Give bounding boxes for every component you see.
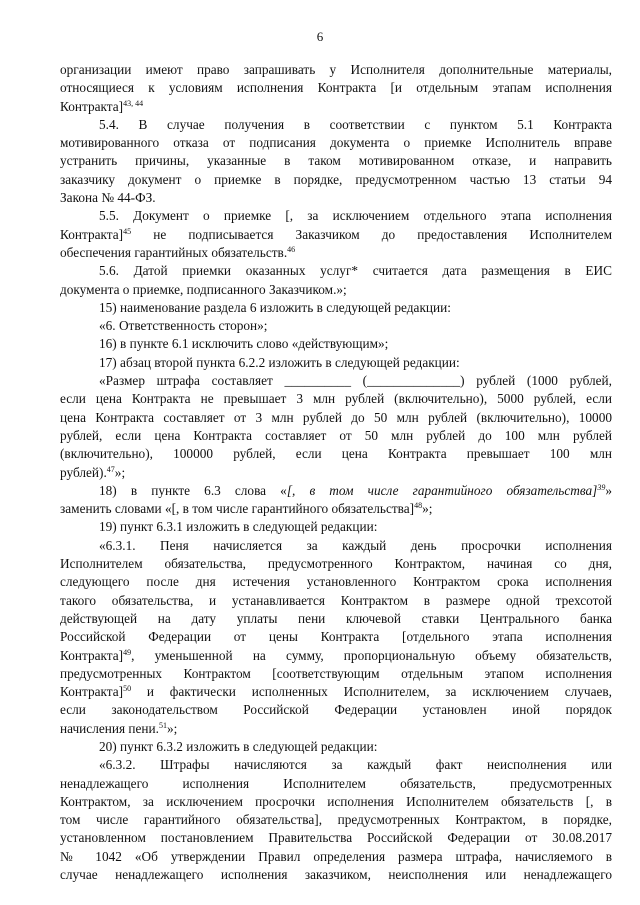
text-line: [60, 628, 612, 646]
footnote-ref: 39: [597, 482, 606, 492]
text-line: [60, 683, 612, 701]
text-segment: заменить словами «[, в том числе гарантийного обязательства]: [60, 501, 415, 517]
footnote-ref: 50: [123, 684, 132, 694]
text-segment: 5.4. В случае получения в соответствии с пунктом 5.1 Контракта: [99, 116, 612, 132]
text-segment: цена Контракта составляет от 3 млн рублей до 50 млн рублей (включительно), 10000: [60, 409, 612, 425]
text-line: [60, 537, 612, 555]
text-line: [60, 647, 612, 665]
text-line: [60, 409, 612, 427]
text-segment: Контракта]: [60, 98, 124, 114]
text-segment: Исполнителем обязательства, предусмотренного Контрактом, начиная со дня,: [60, 556, 612, 572]
text-line: [60, 152, 612, 170]
text-line: [60, 317, 612, 335]
text-segment: и фактически исполненных Исполнителем, за исключением случаев,: [131, 684, 612, 700]
text-line: [60, 262, 612, 280]
text-segment: такого обязательства, и устанавливается Контрактом в размере одной трехсотой: [60, 592, 612, 608]
text-line: [60, 464, 612, 482]
text-segment: мотивированного отказа от подписания документа о приемке Исполнитель вправе: [60, 135, 612, 151]
text-segment: 19) пункт 6.3.1 изложить в следующей редакции:: [99, 519, 378, 535]
text-line: [60, 98, 612, 116]
text-line: [60, 500, 612, 518]
text-segment: , уменьшенной на сумму, пропорциональную объему обязательств,: [131, 647, 612, 663]
text-line: [60, 427, 612, 445]
footnote-ref: 47: [106, 464, 115, 474]
text-segment: устранить причины, указанные в таком мотивированном отказе, и направить: [60, 153, 612, 169]
text-line: [60, 281, 612, 299]
text-line: [60, 701, 612, 719]
text-segment: »: [605, 482, 613, 498]
text-segment: № 1042 «Об утверждении Правил определения размера штрафа, начисляемого в: [60, 848, 612, 864]
text-line: [60, 134, 612, 152]
footnote-ref: 45: [123, 226, 132, 236]
text-line: [60, 756, 612, 774]
blank-field: ______________: [367, 373, 461, 389]
text-segment: «6.3.2. Штрафы начисляются за каждый факт неисполнения или: [99, 757, 612, 773]
text-line: [60, 665, 612, 683]
text-line: [60, 354, 612, 372]
text-line: [60, 207, 612, 225]
text-line: [60, 445, 612, 463]
text-segment: Контракта]: [60, 684, 124, 700]
text-line: [60, 299, 612, 317]
text-line: [60, 738, 612, 756]
text-segment: (включительно), 100000 рублей, если цена Контракта превышает 100 млн: [60, 446, 612, 462]
page-number: 6: [316, 29, 324, 44]
footnote-ref: 48: [414, 501, 423, 511]
text-segment: »;: [422, 501, 433, 517]
text-segment: рублей).: [60, 464, 107, 480]
text-line: [60, 775, 612, 793]
text-segment: случае ненадлежащего исполнения заказчиком, неисполнения или ненадлежащего: [60, 867, 612, 883]
text-segment: если цена Контракта не превышает 3 млн рублей (включительно), 5000 рублей, если: [60, 391, 612, 407]
text-line: [60, 848, 612, 866]
document-body: [60, 61, 612, 884]
text-segment: предусмотренных Контрактом [соответствующим отдельным этапом исполнения: [60, 665, 612, 681]
text-line: [60, 244, 612, 262]
text-segment: рублей, если цена Контракта составляет от 50 млн рублей до 100 млн рублей: [60, 427, 612, 443]
text-segment: 16) в пункте 6.1 исключить слово «действующим»;: [99, 336, 389, 352]
text-segment: Контракта]: [60, 647, 124, 663]
text-line: [60, 116, 612, 134]
text-segment: «6. Ответственность сторон»;: [99, 318, 268, 334]
footnote-ref: 43, 44: [123, 98, 144, 108]
text-segment: »;: [166, 720, 178, 736]
text-line: [60, 79, 612, 97]
text-segment: не подписывается Заказчиком до предоставления Исполнителем: [131, 226, 612, 242]
text-segment: обеспечения гарантийных обязательств.: [60, 244, 288, 260]
text-segment: действующей на дату уплаты пени ключевой ставки Центрального банка: [60, 610, 612, 626]
text-line: [60, 592, 612, 610]
text-segment: если законодательством Российской Федерации установлен иной порядок: [60, 702, 612, 718]
blank-field: __________: [284, 373, 351, 389]
text-segment: начисления пени.: [60, 720, 159, 736]
text-segment: следующего после дня истечения установленного Контрактом срока исполнения: [60, 574, 612, 590]
text-line: [60, 720, 612, 738]
text-segment: »;: [114, 464, 126, 480]
text-segment: Контракта]: [60, 226, 124, 242]
text-line: [60, 335, 612, 353]
text-segment: 17) абзац второй пункта 6.2.2 изложить в следующей редакции:: [99, 354, 460, 370]
text-line: [60, 171, 612, 189]
text-line: [60, 390, 612, 408]
text-line: [60, 829, 612, 847]
text-line: [60, 189, 612, 207]
text-segment: 15) наименование раздела 6 изложить в следующей редакции:: [99, 299, 451, 315]
text-segment: 5.5. Документ о приемке [, за исключением отдельного этапа исполнения: [99, 208, 612, 224]
text-segment: том числе гарантийного обязательства], предусмотренных Контрактом, в порядке,: [60, 812, 612, 828]
text-line: [60, 61, 612, 79]
text-segment: ) рублей (1000 рублей,: [460, 373, 612, 389]
text-segment: заказчику документ о приемке в порядке, предусмотренном частью 13 статьи 94: [60, 171, 612, 187]
italic-text: [, в том числе гарантийного обязательства]: [286, 482, 598, 498]
text-segment: Российской Федерации от цены Контракта [отдельного этапа исполнения: [60, 629, 612, 645]
footnote-ref: 46: [287, 244, 296, 254]
text-line: [60, 518, 612, 536]
text-segment: Закона № 44-ФЗ.: [60, 190, 156, 206]
text-line: [60, 555, 612, 573]
text-segment: 5.6. Датой приемки оказанных услуг* считается дата размещения в ЕИС: [99, 263, 612, 279]
text-segment: установленном постановлением Правительства Российской Федерации от 30.08.2017: [60, 830, 612, 846]
footnote-ref: 51: [158, 720, 167, 730]
text-segment: Контрактом, за исключением просрочки исполнения Исполнителем обязательств [, в: [60, 793, 612, 809]
text-line: [60, 226, 612, 244]
text-line: [60, 610, 612, 628]
text-line: [60, 482, 612, 500]
text-segment: документа о приемке, подписанного Заказчиком.»;: [60, 281, 347, 297]
footnote-ref: 49: [123, 647, 132, 657]
text-segment: ненадлежащего исполнения Исполнителем обязательств, предусмотренных: [60, 775, 612, 791]
text-line: [60, 793, 612, 811]
text-segment: «Размер штрафа составляет: [99, 373, 285, 389]
text-line: [60, 372, 612, 390]
text-segment: (: [350, 373, 368, 389]
text-line: [60, 573, 612, 591]
text-line: [60, 866, 612, 884]
text-segment: 18) в пункте 6.3 слова «: [99, 482, 287, 498]
text-line: [60, 811, 612, 829]
text-segment: организации имеют право запрашивать у Исполнителя дополнительные материалы,: [60, 62, 612, 77]
text-segment: «6.3.1. Пеня начисляется за каждый день просрочки исполнения: [99, 537, 612, 553]
text-segment: относящиеся к условиям исполнения Контракта [и отдельным этапам исполнения: [60, 80, 612, 96]
text-segment: 20) пункт 6.3.2 изложить в следующей редакции:: [99, 738, 378, 754]
